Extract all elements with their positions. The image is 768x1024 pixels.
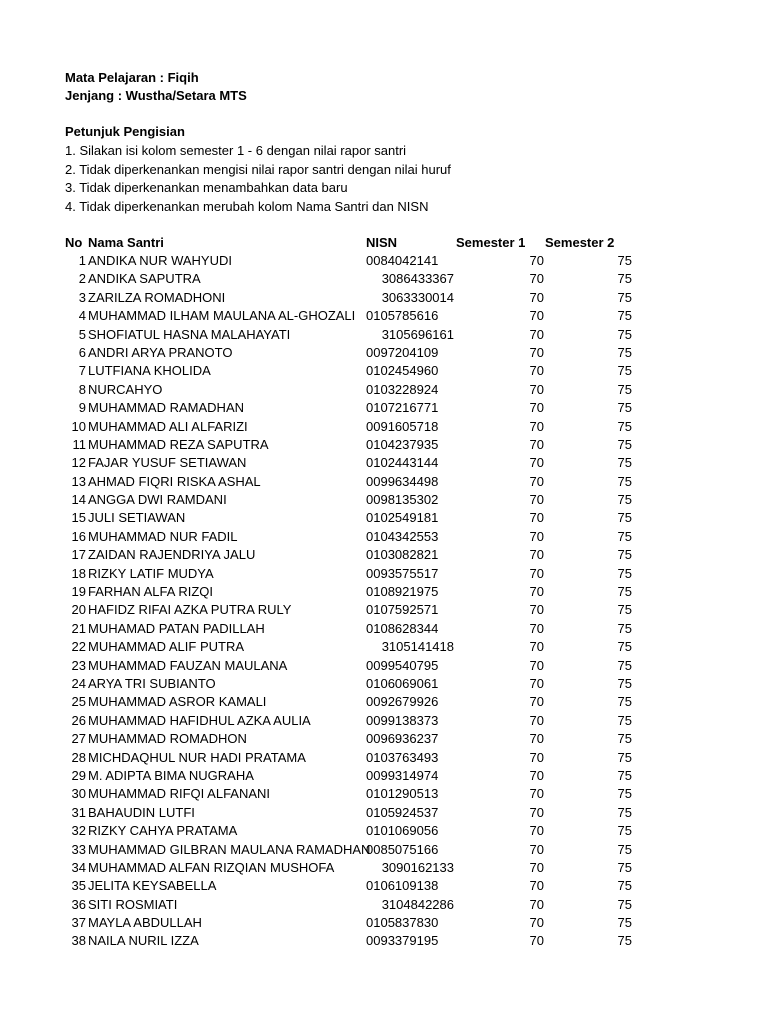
semester-2-score: 75	[617, 326, 632, 342]
semester-1-score: 70	[529, 841, 544, 857]
student-nisn: 0108921975	[366, 584, 439, 600]
student-nisn: 0101069056	[366, 823, 439, 839]
semester-1-score: 70	[529, 584, 544, 600]
student-nisn: 0104237935	[366, 436, 439, 452]
student-nisn: 0105785616	[366, 308, 439, 324]
table-row	[0, 859, 768, 877]
table-row	[0, 601, 768, 619]
student-name: ANDIKA SAPUTRA	[88, 271, 201, 287]
table-row	[0, 877, 768, 895]
table-row	[0, 638, 768, 656]
column-header-semester-1: Semester 1	[456, 235, 526, 250]
table-row	[0, 583, 768, 601]
student-nisn: 0105924537	[366, 804, 439, 820]
semester-1-score: 70	[529, 473, 544, 489]
student-name: ARYA TRI SUBIANTO	[88, 675, 216, 691]
semester-2-score: 75	[617, 657, 632, 673]
semester-2-score: 75	[617, 896, 632, 912]
row-number: 14	[71, 492, 86, 508]
semester-1-score: 70	[529, 510, 544, 526]
student-name: MUHAMMAD ALFAN RIZQIAN MUSHOFA	[88, 859, 335, 875]
semester-1-score: 70	[529, 859, 544, 875]
table-row	[0, 785, 768, 803]
row-number: 4	[78, 308, 86, 324]
semester-2-score: 75	[617, 749, 632, 765]
semester-1-score: 70	[529, 731, 544, 747]
semester-2-score: 75	[617, 878, 632, 894]
student-name: MUHAMMAD FAUZAN MAULANA	[88, 657, 288, 673]
table-row	[0, 344, 768, 362]
row-number: 33	[71, 841, 86, 857]
student-nisn: 0097204109	[366, 344, 439, 360]
subject-title: Mata Pelajaran : Fiqih	[65, 70, 199, 85]
row-number: 10	[71, 418, 86, 434]
semester-1-score: 70	[529, 694, 544, 710]
student-nisn: 0093379195	[366, 933, 439, 949]
student-name: MUHAMMAD NUR FADIL	[88, 528, 238, 544]
table-row	[0, 362, 768, 380]
table-row	[0, 399, 768, 417]
row-number: 19	[71, 584, 86, 600]
student-nisn: 0096936237	[366, 731, 439, 747]
semester-1-score: 70	[529, 767, 544, 783]
student-nisn: 0102443144	[366, 455, 439, 471]
row-number: 16	[71, 528, 86, 544]
student-name: MUHAMAD PATAN PADILLAH	[88, 620, 265, 636]
semester-2-score: 75	[617, 767, 632, 783]
semester-1-score: 70	[529, 381, 544, 397]
semester-1-score: 70	[529, 326, 544, 342]
row-number: 26	[71, 712, 86, 728]
student-nisn: 0103082821	[366, 547, 439, 563]
column-header-nisn: NISN	[366, 235, 398, 250]
row-number: 12	[71, 455, 86, 471]
table-row	[0, 749, 768, 767]
semester-2-score: 75	[617, 418, 632, 434]
semester-2-score: 75	[617, 620, 632, 636]
row-number: 2	[78, 271, 86, 287]
semester-2-score: 75	[617, 271, 632, 287]
semester-1-score: 70	[529, 289, 544, 305]
table-row	[0, 565, 768, 583]
semester-2-score: 75	[617, 933, 632, 949]
row-number: 21	[71, 620, 86, 636]
student-nisn: 0102549181	[366, 510, 439, 526]
student-name: MUHAMMAD ROMADHON	[88, 731, 247, 747]
row-number: 30	[71, 786, 86, 802]
student-nisn: 0103228924	[366, 381, 439, 397]
row-number: 5	[78, 326, 86, 342]
semester-2-score: 75	[617, 602, 632, 618]
student-nisn: 0107216771	[366, 400, 439, 416]
semester-2-score: 75	[617, 363, 632, 379]
row-number: 36	[71, 896, 86, 912]
table-row	[0, 675, 768, 693]
semester-1-score: 70	[529, 675, 544, 691]
student-name: MUHAMMAD RIFQI ALFANANI	[88, 786, 271, 802]
student-name: MUHAMMAD REZA SAPUTRA	[88, 436, 269, 452]
row-number: 27	[71, 731, 86, 747]
table-row	[0, 270, 768, 288]
semester-2-score: 75	[617, 915, 632, 931]
student-nisn: 3090162133	[381, 859, 454, 875]
student-name: MUHAMMAD ILHAM MAULANA AL-GHOZALI	[88, 308, 356, 324]
table-row	[0, 509, 768, 527]
table-row	[0, 841, 768, 859]
table-row	[0, 326, 768, 344]
student-nisn: 0099314974	[366, 767, 439, 783]
column-header-name: Nama Santri	[88, 235, 164, 250]
semester-2-score: 75	[617, 639, 632, 655]
semester-2-score: 75	[617, 492, 632, 508]
semester-1-score: 70	[529, 528, 544, 544]
table-row	[0, 252, 768, 270]
student-nisn: 3086433367	[381, 271, 454, 287]
table-row	[0, 491, 768, 509]
row-number: 3	[78, 289, 86, 305]
student-name: MUHAMMAD ALIF PUTRA	[88, 639, 245, 655]
table-row	[0, 546, 768, 564]
semester-2-score: 75	[617, 786, 632, 802]
semester-2-score: 75	[617, 694, 632, 710]
row-number: 22	[71, 639, 86, 655]
student-name: MICHDAQHUL NUR HADI PRATAMA	[88, 749, 306, 765]
row-number: 6	[78, 344, 86, 360]
student-nisn: 0106109138	[366, 878, 439, 894]
table-row	[0, 381, 768, 399]
row-number: 28	[71, 749, 86, 765]
semester-2-score: 75	[617, 436, 632, 452]
semester-2-score: 75	[617, 344, 632, 360]
semester-1-score: 70	[529, 933, 544, 949]
semester-1-score: 70	[529, 639, 544, 655]
student-name: RIZKY CAHYA PRATAMA	[88, 823, 238, 839]
semester-2-score: 75	[617, 473, 632, 489]
student-nisn: 0108628344	[366, 620, 439, 636]
student-nisn: 0103763493	[366, 749, 439, 765]
column-header-no: No	[65, 235, 83, 250]
semester-2-score: 75	[617, 308, 632, 324]
student-nisn: 3105696161	[381, 326, 454, 342]
student-name: MUHAMMAD RAMADHAN	[88, 400, 244, 416]
row-number: 24	[71, 675, 86, 691]
table-row	[0, 307, 768, 325]
semester-2-score: 75	[617, 565, 632, 581]
student-name: ANGGA DWI RAMDANI	[88, 492, 227, 508]
level-title: Jenjang : Wustha/Setara MTS	[65, 88, 247, 103]
student-name: ANDIKA NUR WAHYUDI	[88, 253, 232, 268]
semester-1-score: 70	[529, 786, 544, 802]
semester-2-score: 75	[617, 675, 632, 691]
student-name: NAILA NURIL IZZA	[88, 933, 199, 949]
semester-2-score: 75	[617, 804, 632, 820]
table-row	[0, 528, 768, 546]
student-nisn: 0085075166	[366, 841, 439, 857]
semester-1-score: 70	[529, 823, 544, 839]
semester-2-score: 75	[617, 289, 632, 305]
row-number: 38	[71, 933, 86, 949]
row-number: 18	[71, 565, 86, 581]
semester-2-score: 75	[617, 381, 632, 397]
semester-2-score: 75	[617, 823, 632, 839]
student-nisn: 0107592571	[366, 602, 439, 618]
student-nisn: 0093575517	[366, 565, 439, 581]
student-name: BAHAUDIN LUTFI	[88, 804, 195, 820]
row-number: 17	[71, 547, 86, 563]
semester-1-score: 70	[529, 271, 544, 287]
row-number: 13	[71, 473, 86, 489]
table-row	[0, 804, 768, 822]
student-nisn: 0084042141	[366, 253, 439, 268]
semester-1-score: 70	[529, 308, 544, 324]
table-row	[0, 657, 768, 675]
semester-2-score: 75	[617, 400, 632, 416]
semester-1-score: 70	[529, 547, 544, 563]
instruction-item: 1. Silakan isi kolom semester 1 - 6 dengan nilai rapor santri	[65, 143, 407, 158]
table-row	[0, 454, 768, 472]
row-number: 31	[71, 804, 86, 820]
table-row	[0, 693, 768, 711]
semester-2-score: 75	[617, 528, 632, 544]
row-number: 8	[78, 381, 86, 397]
student-nisn: 0099634498	[366, 473, 439, 489]
semester-1-score: 70	[529, 436, 544, 452]
row-number: 34	[71, 859, 86, 875]
student-nisn: 0092679926	[366, 694, 439, 710]
table-row	[0, 822, 768, 840]
table-row	[0, 289, 768, 307]
student-name: MUHAMMAD HAFIDHUL AZKA AULIA	[88, 712, 311, 728]
student-nisn: 0105837830	[366, 915, 439, 931]
table-row	[0, 436, 768, 454]
semester-1-score: 70	[529, 657, 544, 673]
semester-1-score: 70	[529, 344, 544, 360]
column-header-semester-2: Semester 2	[545, 235, 615, 250]
student-nisn: 0099138373	[366, 712, 439, 728]
student-nisn: 3063330014	[381, 289, 454, 305]
student-name: NURCAHYO	[88, 381, 163, 397]
semester-1-score: 70	[529, 878, 544, 894]
semester-2-score: 75	[617, 841, 632, 857]
student-name: SHOFIATUL HASNA MALAHAYATI	[88, 326, 291, 342]
student-nisn: 3105141418	[381, 639, 454, 655]
student-nisn: 0098135302	[366, 492, 439, 508]
table-row	[0, 730, 768, 748]
student-name: MAYLA ABDULLAH	[88, 915, 202, 931]
row-number: 37	[71, 915, 86, 931]
row-number: 1	[78, 253, 86, 268]
student-nisn: 0102454960	[366, 363, 439, 379]
row-number: 25	[71, 694, 86, 710]
semester-2-score: 75	[617, 584, 632, 600]
table-row	[0, 620, 768, 638]
student-name: FARHAN ALFA RIZQI	[88, 584, 213, 600]
semester-1-score: 70	[529, 492, 544, 508]
semester-1-score: 70	[529, 363, 544, 379]
student-nisn: 3104842286	[381, 896, 454, 912]
semester-1-score: 70	[529, 804, 544, 820]
row-number: 35	[71, 878, 86, 894]
student-nisn: 0106069061	[366, 675, 439, 691]
instruction-item: 2. Tidak diperkenankan mengisi nilai rapor santri dengan nilai huruf	[65, 162, 451, 177]
student-nisn: 0101290513	[366, 786, 439, 802]
semester-2-score: 75	[617, 547, 632, 563]
row-number: 9	[78, 400, 86, 416]
student-nisn: 0091605718	[366, 418, 439, 434]
semester-1-score: 70	[529, 896, 544, 912]
semester-1-score: 70	[529, 253, 544, 268]
student-nisn: 0104342553	[366, 528, 439, 544]
row-number: 29	[71, 767, 86, 783]
student-table-body	[0, 252, 768, 951]
semester-1-score: 70	[529, 620, 544, 636]
semester-2-score: 75	[617, 455, 632, 471]
semester-1-score: 70	[529, 915, 544, 931]
table-row	[0, 418, 768, 436]
student-name: ZAIDAN RAJENDRIYA JALU	[88, 547, 256, 563]
student-name: RIZKY LATIF MUDYA	[88, 565, 214, 581]
student-name: FAJAR YUSUF SETIAWAN	[88, 455, 247, 471]
instruction-item: 3. Tidak diperkenankan menambahkan data baru	[65, 180, 348, 195]
instructions-title: Petunjuk Pengisian	[65, 124, 185, 139]
semester-1-score: 70	[529, 602, 544, 618]
table-row	[0, 914, 768, 932]
semester-1-score: 70	[529, 712, 544, 728]
student-name: AHMAD FIQRI RISKA ASHAL	[88, 473, 261, 489]
row-number: 11	[72, 436, 86, 452]
semester-2-score: 75	[617, 253, 632, 268]
student-name: SITI ROSMIATI	[88, 896, 178, 912]
student-name: ANDRI ARYA PRANOTO	[88, 344, 233, 360]
semester-1-score: 70	[529, 565, 544, 581]
table-row	[0, 767, 768, 785]
student-name: MUHAMMAD GILBRAN MAULANA RAMADHAN	[88, 841, 371, 857]
student-name: ZARILZA ROMADHONI	[88, 289, 226, 305]
student-name: M. ADIPTA BIMA NUGRAHA	[88, 767, 254, 783]
row-number: 32	[71, 823, 86, 839]
table-row	[0, 712, 768, 730]
student-name: JELITA KEYSABELLA	[88, 878, 217, 894]
semester-2-score: 75	[617, 712, 632, 728]
semester-1-score: 70	[529, 418, 544, 434]
table-row	[0, 932, 768, 950]
semester-1-score: 70	[529, 400, 544, 416]
instruction-item: 4. Tidak diperkenankan merubah kolom Nama Santri dan NISN	[65, 199, 429, 214]
row-number: 20	[71, 602, 86, 618]
row-number: 15	[71, 510, 86, 526]
semester-2-score: 75	[617, 859, 632, 875]
row-number: 7	[78, 363, 86, 379]
row-number: 23	[71, 657, 86, 673]
semester-1-score: 70	[529, 455, 544, 471]
student-nisn: 0099540795	[366, 657, 439, 673]
student-name: LUTFIANA KHOLIDA	[88, 363, 211, 379]
student-name: JULI SETIAWAN	[88, 510, 186, 526]
semester-2-score: 75	[617, 731, 632, 747]
student-name: MUHAMMAD ALI ALFARIZI	[88, 418, 248, 434]
table-row	[0, 896, 768, 914]
student-name: HAFIDZ RIFAI AZKA PUTRA RULY	[88, 602, 292, 618]
table-row	[0, 473, 768, 491]
semester-2-score: 75	[617, 510, 632, 526]
semester-1-score: 70	[529, 749, 544, 765]
student-name: MUHAMMAD ASROR KAMALI	[88, 694, 267, 710]
